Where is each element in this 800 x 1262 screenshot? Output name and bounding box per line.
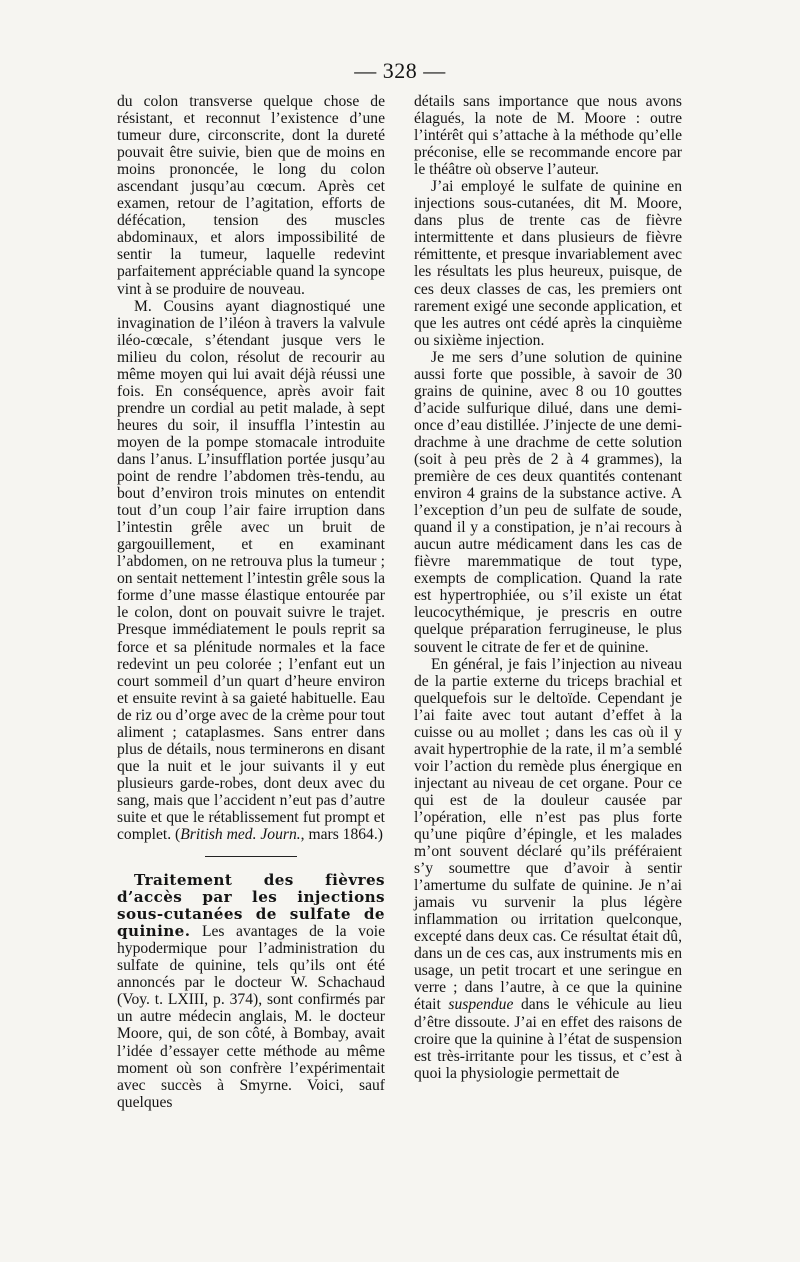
paragraph: détails sans importance que nous avons élagués, la note de M. Moore : outre l’intérêt qui s’attache à la méthode qu’elle préconise, elle se recommande encore par le théâtre où observe l’auteur. [414, 93, 682, 179]
journal-citation: British med. Journ. [180, 826, 301, 844]
paragraph-text: dans le véhicule au lieu d’être dissoute. J’ai en effet des raisons de croire que la quinine à l’état de suspension est très-irritante pour les tissus, et c’est à quoi la physiologie permettait de [414, 996, 682, 1082]
right-column [414, 93, 682, 1082]
paragraph: J’ai employé le sulfate de quinine en injections sous-cutanées, dit M. Moore, dans plus de trente cas de fièvre intermittente et dans plusieurs de fièvre rémittente, et presque invariablement avec les résultats les plus heureux, puisque, de ces deux classes de cas, les premiers ont rarement exigé une seconde application, et que les autres ont cédé après la cinquième ou sixième injection. [414, 178, 682, 349]
paragraph: Je me sers d’une solution de quinine aussi forte que possible, à savoir de 30 grains de quinine, avec 8 ou 10 gouttes d’acide sulfurique dilué, dans une demi-once d’eau distillée. J’injecte de une demi-drachme à une drachme de cette solution (soit à peu près de 2 à 4 grammes), la première de ces deux quantités contenant environ 4 grains de la substance active. A l’exception d’un peu de sulfate de soude, quand il y a constipation, je n’ai recours à aucun autre médicament dans les cas de fièvre maremmatique de tout type, exempts de complication. Quand la rate est hypertrophiée, ou s’il existe un état leucocythémique, je prescris en outre quelque préparation ferrugineuse, le plus souvent le citrate de fer et de quinine. [414, 348, 682, 656]
paragraph-text: Les avantages de la voie hypodermique pour l’administration du sulfate de quinine, tels qu’ils ont été annoncés par le docteur W. Schachaud (Voy. t. LXIII, p. 374), sont confirmés par un autre médecin anglais, M. le docteur Moore, qui, de son côté, à Bombay, avait l’idée d’essayer cette méthode au même moment où son confrère l’expérimentait avec succès à Smyrne. Voici, sauf quelques [117, 923, 385, 1111]
paragraph-cousins-case [117, 298, 385, 844]
paragraph [414, 656, 682, 1082]
paragraph: du colon transverse quelque chose de résistant, et reconnut l’existence d’une tumeur dure, circonscrite, dont la dureté pouvait être suivie, bien que de moins en moins prononcée, le long du colon ascendant jusqu’au cœcum. Après cet examen, retour de l’agitation, efforts de défécation, tension des muscles abdominaux, et alors impossibilité de sentir la tumeur, laquelle redevint parfaitement appréciable quand la syncope vint à se produire de nouveau. [117, 93, 385, 298]
left-column [117, 93, 385, 1111]
paragraph-text: M. Cousins ayant diagnostiqué une invagination de l’iléon à travers la valvule iléo-cœcale, s’étendant jusque vers le milieu du colon, résolut de recourir au même moyen qui lui avait déjà réussi une fois. En conséquence, après avoir fait prendre un cordial au petit malade, à sept heures du soir, il insuffla l’intestin au moyen de la pompe stomacale introduite dans l’anus. L’insufflation portée jusqu’au point de rendre l’abdomen très-tendu, au bout d’environ trois minutes on entendit tout d’un coup l’air faire irruption dans l’intestin grêle avec un bruit de gargouillement, et en examinant l’abdomen, on ne retrouva plus la tumeur ; on sentait nettement l’intestin grêle sous la forme d’une masse élastique entourée par le colon, dont on pouvait suivre le trajet. Presque immédiatement le pouls reprit sa force et sa plénitude normales et la face redevint un peu colorée ; l’enfant eut un court sommeil d’un quart d’heure environ et ensuite revint à sa gaieté habituelle. Eau de riz ou d’orge avec de la crème pour tout aliment ; cataplasmes. Sans entrer dans plus de détails, nous terminerons en disant que la nuit et le jour suivants il y eut plusieurs garde-robes, dont deux avec du sang, mais que l’accident n’eut pas d’autre suite et que le rétablissement fut prompt et complet. ( [117, 297, 385, 844]
page-number: — 328 — [354, 58, 446, 83]
citation-date: , mars 1864.) [300, 826, 383, 844]
section-heading: Traitement des fièvres d’accès par les injections sous-cutanées de sulfate de quinine. [117, 871, 385, 941]
italic-term: suspendue [448, 996, 514, 1014]
section-divider [205, 856, 297, 857]
paragraph-text: En général, je fais l’injection au niveau de la partie externe du triceps brachial et quelquefois sur le deltoïde. Cependant je l’ai faite avec tout autant d’effet à la cuisse ou au mollet ; dans les cas où il y avait hypertrophie de la rate, il m’a semblé voir l’action du remède plus énergique en injectant au niveau de cet organe. Pour ce qui est de la douleur causée par l’opération, elle n’est pas plus forte qu’une piqûre d’épingle, et les malades m’ont souvent déclaré qu’ils préféraient s’y soumettre que d’avoir à sentir l’amertume du sulfate de quinine. Je n’ai jamais vu survenir la plus légère inflammation ou irritation quelconque, excepté dans deux cas. Ce résultat était dû, dans un de ces cas, aux instruments mis en usage, un petit trocart et une seringue en verre ; dans l’autre, à ce que la quinine était [414, 655, 682, 1014]
section-paragraph [117, 872, 385, 1111]
